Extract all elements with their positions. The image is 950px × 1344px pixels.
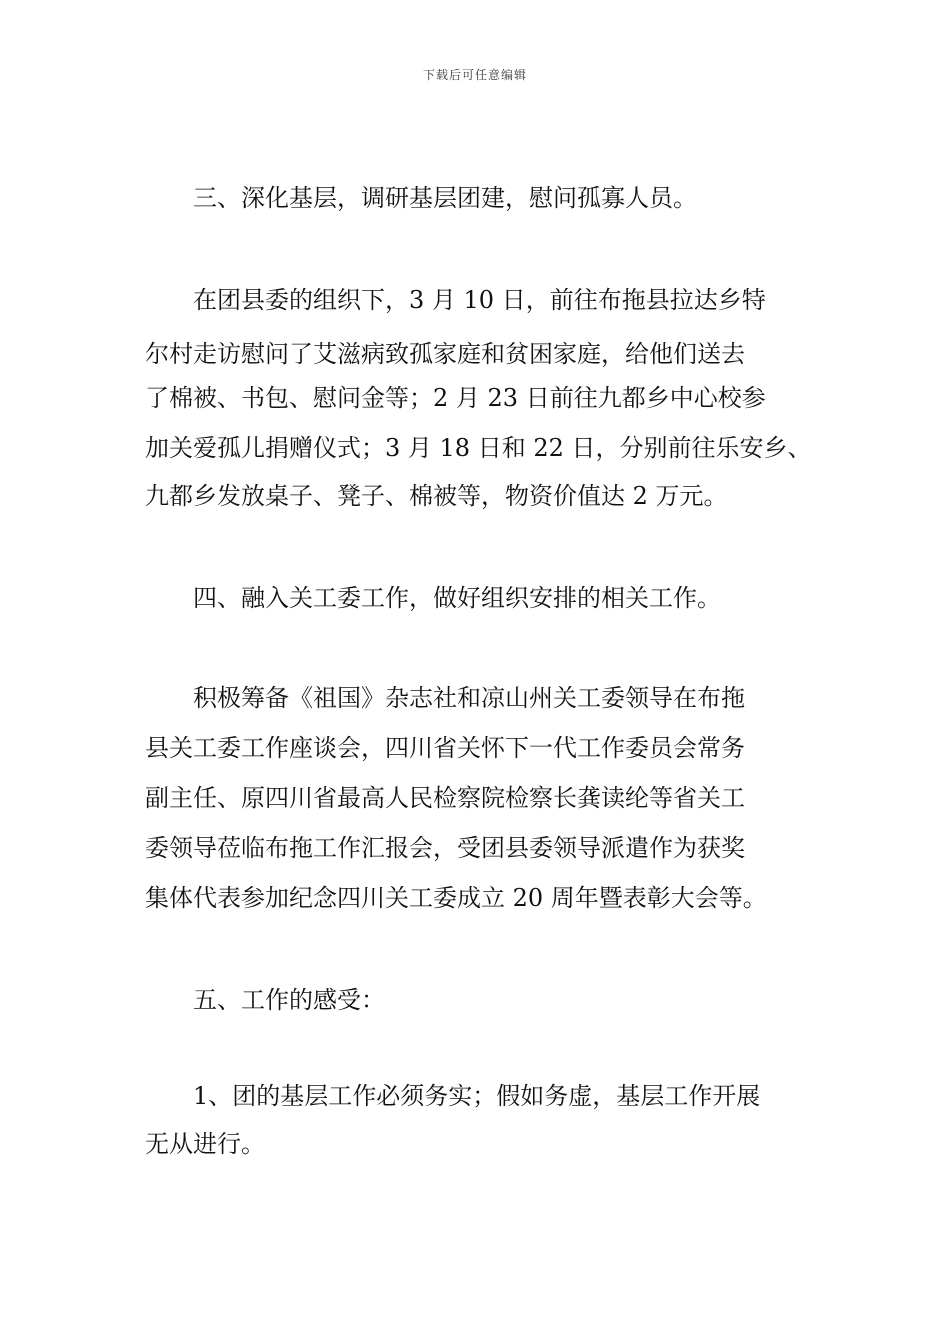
paragraph-line: 积极筹备《祖国》杂志社和凉山州关工委领导在布拖 <box>193 684 745 712</box>
paragraph-line: 加关爱孤儿捐赠仪式；3 月 18 日和 22 日，分别前往乐安乡、 <box>145 434 812 462</box>
paragraph-line: 委领导莅临布拖工作汇报会，受团县委领导派遣作为获奖 <box>145 834 745 862</box>
paragraph-line: 了棉被、书包、慰问金等；2 月 23 日前往九都乡中心校参 <box>145 384 766 412</box>
paragraph-line: 副主任、原四川省最高人民检察院检察长龚读纶等省关工 <box>145 784 745 812</box>
section-heading: 四、融入关工委工作，做好组织安排的相关工作。 <box>193 584 721 612</box>
section-heading: 五、工作的感受： <box>193 986 385 1014</box>
paragraph-line: 县关工委工作座谈会，四川省关怀下一代工作委员会常务 <box>145 734 745 762</box>
paragraph-line: 1、团的基层工作必须务实；假如务虚，基层工作开展 <box>193 1082 761 1110</box>
paragraph-line: 无从进行。 <box>145 1130 265 1158</box>
paragraph-line: 尔村走访慰问了艾滋病致孤家庭和贫困家庭，给他们送去 <box>145 340 745 368</box>
paragraph-line: 九都乡发放桌子、凳子、棉被等，物资价值达 2 万元。 <box>145 482 728 510</box>
paragraph-line: 在团县委的组织下，3 月 10 日，前往布拖县拉达乡特 <box>193 286 766 314</box>
header-note: 下载后可任意编辑 <box>422 68 527 82</box>
section-heading: 三、深化基层，调研基层团建，慰问孤寡人员。 <box>193 184 697 212</box>
paragraph-line: 集体代表参加纪念四川关工委成立 20 周年暨表彰大会等。 <box>145 884 767 912</box>
